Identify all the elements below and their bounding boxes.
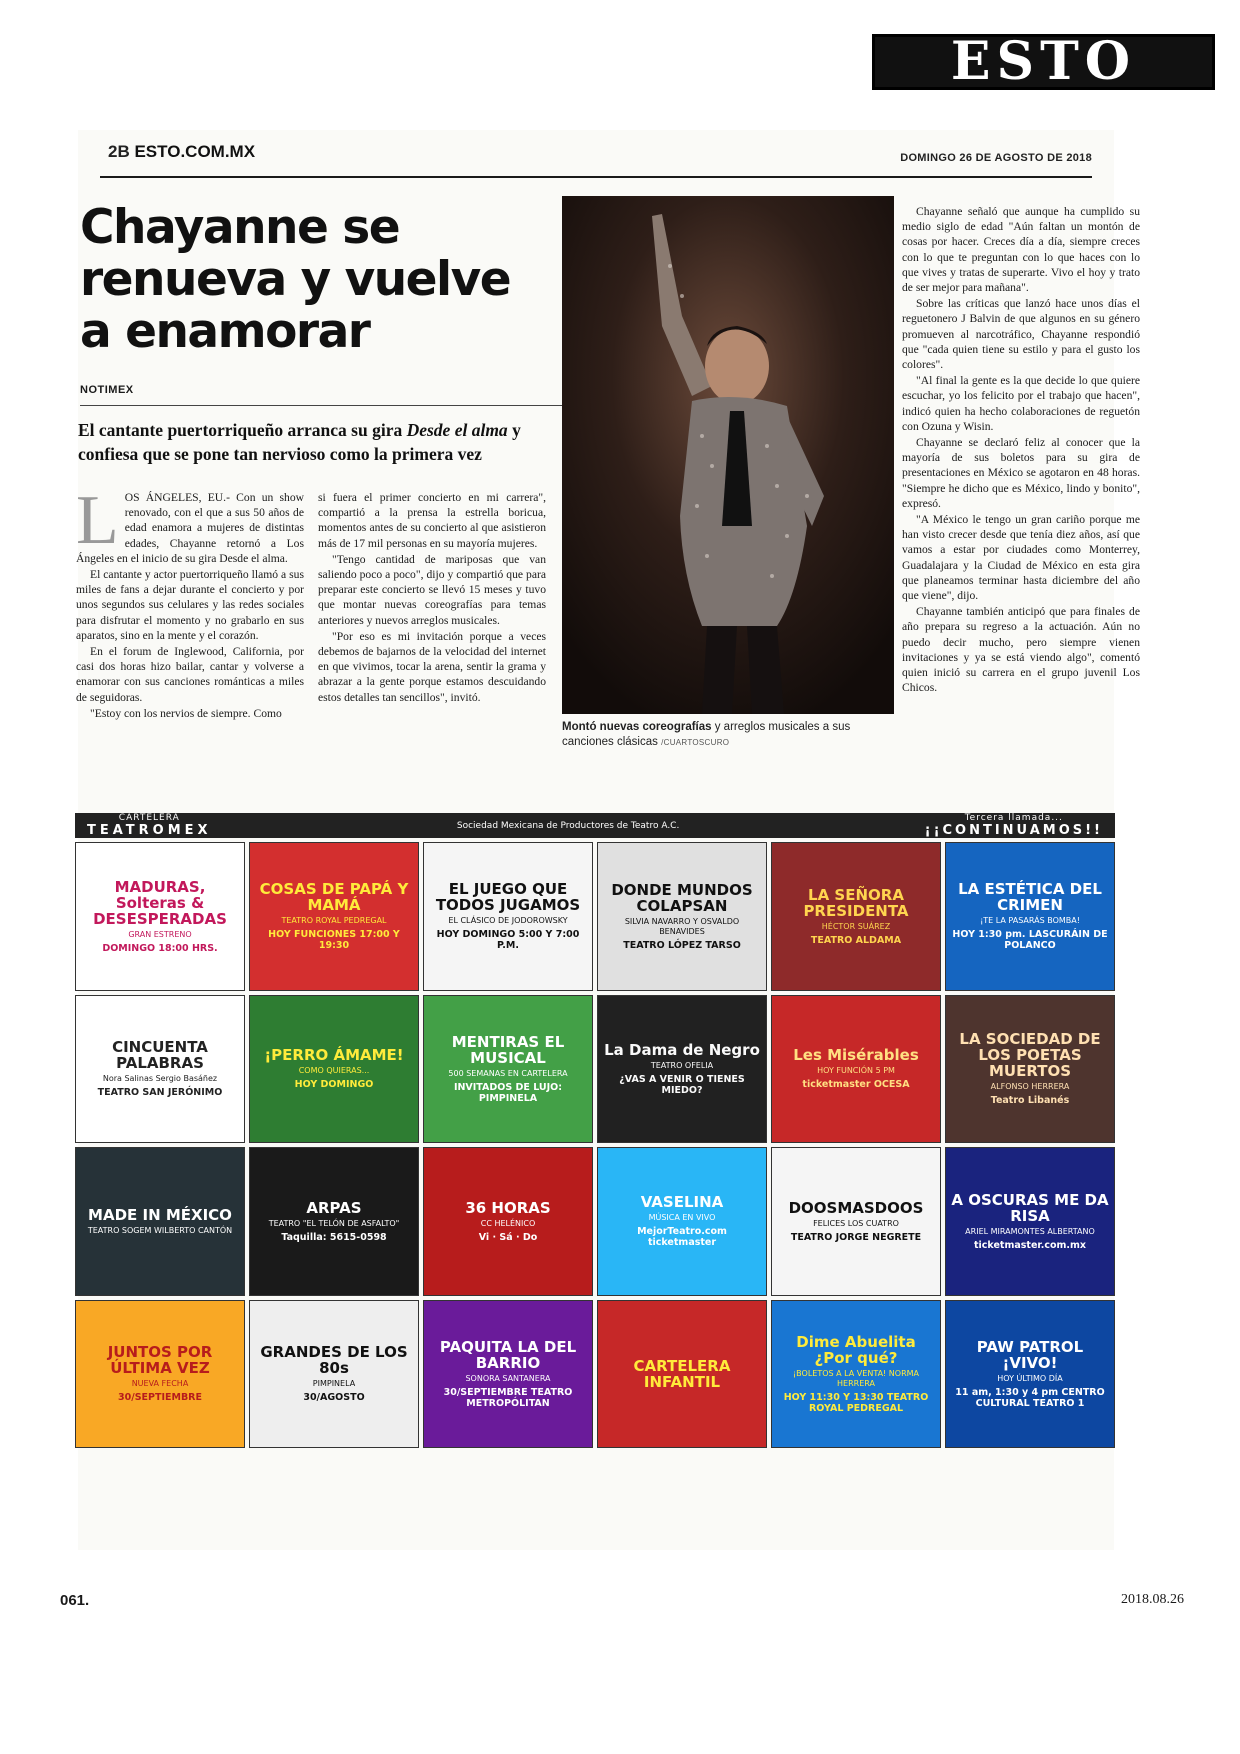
ad-details: Vi · Sá · Do	[478, 1231, 538, 1243]
paragraph: "A México le tengo un gran cariño porque me han visto crecer desde que tenía diez años, así que vamos a estar por ciudades como Monterrey, Guadalajara y la Ciudad de México en esta gira que planeamos terminar hasta diciembre del año que viene", dijo.	[902, 513, 1140, 603]
paragraph: Chayanne también anticipó que para finales de año prepara su regreso a la actuación. Aún no puedo decir mucho, pero siempre vienen invitaciones y ya se está viendo algo", comentó quien inició su carrera en el grupo juvenil Los Chicos.	[902, 605, 1140, 695]
ad-title: CINCUENTA PALABRAS	[112, 1038, 208, 1073]
theatre-ad	[423, 1300, 593, 1449]
ad-details: ¿VAS A VENIR O TIENES MIEDO?	[619, 1073, 745, 1096]
theatre-ad	[423, 842, 593, 991]
theatre-listings-banner	[75, 813, 1115, 838]
banner-cartelera: CARTELERA TEATROMEX	[87, 813, 212, 838]
ad-subtitle: SONORA SANTANERA	[465, 1373, 551, 1383]
theatre-ad	[423, 995, 593, 1144]
ad-subtitle: MÚSICA EN VIVO	[648, 1213, 716, 1223]
clipping-number: 061.	[60, 1592, 90, 1609]
theatre-ad	[945, 1147, 1115, 1296]
paragraph: Chayanne se declaró feliz al conocer que la mayoría de sus boletos para su gira de presentaciones en México se agotaron en 48 horas. "Siempre he dicho que es México, lindo y bonito", expresó.	[902, 436, 1140, 510]
paragraph: "Por eso es mi invitación porque a veces debemos de bajarnos de la velocidad del internet en que vivimos, tocar la arena, sentir la grama y abrazar a la gente porque estamos descuidando estos detalles tan sencillos", invitó.	[318, 629, 546, 704]
theatre-ad	[597, 1147, 767, 1296]
ad-subtitle: TEATRO OFELIA	[650, 1060, 714, 1070]
theatre-ad	[597, 1300, 767, 1449]
theatre-ads-grid	[75, 842, 1115, 1448]
ad-subtitle: NUEVA FECHA	[131, 1379, 189, 1389]
banner-tercera-llamada: Tercera llamada... ¡¡CONTINUAMOS!!	[924, 813, 1103, 838]
theatre-ad	[771, 1300, 941, 1449]
paragraph: si fuera el primer concierto en mi carrera", compartió a la prensa la estrella boricua, momentos antes de su concierto al que asistieron más de 17 mil personas en su mayoría mujeres.	[318, 491, 546, 550]
ad-title: Dime Abuelita ¿Por qué?	[796, 1332, 916, 1367]
newspaper-page	[76, 130, 1140, 1550]
article-headline: Chayanne se renueva y vuelve a enamorar	[80, 200, 511, 359]
ad-details: Taquilla: 5615-0598	[281, 1231, 387, 1243]
ad-subtitle: 500 SEMANAS EN CARTELERA	[448, 1068, 568, 1078]
ad-details: 30/AGOSTO	[303, 1392, 365, 1404]
ad-title: CARTELERA INFANTIL	[633, 1356, 731, 1391]
theatre-ad	[75, 1147, 245, 1296]
ad-title: LA SOCIEDAD DE LOS POETAS MUERTOS	[959, 1030, 1101, 1081]
ad-details: 30/SEPTIEMBRE	[118, 1392, 202, 1404]
ad-subtitle: CC HELÉNICO	[480, 1218, 536, 1228]
ad-details: 30/SEPTIEMBRE TEATRO METROPÓLITAN	[443, 1386, 573, 1409]
theatre-ad	[423, 1147, 593, 1296]
paragraph: "Estoy con los nervios de siempre. Como	[90, 706, 282, 720]
ad-subtitle: HÉCTOR SUÁREZ	[821, 921, 891, 931]
theatre-ad	[945, 1300, 1115, 1449]
ad-title: A OSCURAS ME DA RISA	[951, 1190, 1109, 1225]
ad-subtitle: TEATRO SOGEM WILBERTO CANTÓN	[87, 1225, 233, 1235]
ad-title: ¡PERRO ÁMAME!	[264, 1046, 404, 1065]
theatre-ad	[249, 1300, 419, 1449]
theatre-ad	[771, 842, 941, 991]
ad-title: PAW PATROL ¡VIVO!	[976, 1337, 1084, 1372]
ad-title: COSAS DE PAPÁ Y MAMÁ	[259, 880, 409, 915]
article-column-2	[318, 490, 546, 706]
paragraph: El cantante y actor puertorriqueño llamó a sus miles de fans a dejar durante el concierto y por unos segundos sus celulares y las redes sociales para disfrutar el momento y no grabarlo en sus aparatos, sino en la mente y el corazón.	[76, 568, 304, 642]
theatre-ad	[75, 842, 245, 991]
article-column-1	[76, 482, 304, 722]
ad-subtitle: ¡BOLETOS A LA VENTA! NORMA HERRERA	[792, 1368, 920, 1388]
ad-subtitle: TEATRO "EL TELÓN DE ASFALTO"	[268, 1218, 400, 1228]
ad-subtitle: EL CLÁSICO DE JODOROWSKY	[448, 916, 568, 926]
ad-title: DOOSMASDOOS	[788, 1198, 924, 1217]
ad-subtitle: GRAN ESTRENO	[128, 929, 192, 939]
ad-subtitle: COMO QUIERAS...	[298, 1066, 370, 1076]
ad-title: ARPAS	[306, 1198, 362, 1217]
ad-title: LA ESTÉTICA DEL CRIMEN	[958, 880, 1102, 915]
paragraph: OS ÁNGELES, EU.- Con un show renovado, con el que a sus 50 años de edad enamora a mujeres de distintas edades, Chayanne retornó a Los Ángeles en el inicio de su gira Desde el alma.	[76, 491, 304, 565]
theatre-ad	[249, 995, 419, 1144]
ad-details: HOY DOMINGO	[294, 1079, 374, 1091]
theatre-ad	[945, 842, 1115, 991]
header-rule	[100, 176, 1092, 178]
ad-subtitle: HOY ÚLTIMO DÍA	[997, 1373, 1063, 1383]
ad-subtitle: PIMPINELA	[312, 1379, 356, 1389]
theatre-ad	[249, 1147, 419, 1296]
ad-title: JUNTOS POR ÚLTIMA VEZ	[107, 1343, 213, 1378]
banner-society: Sociedad Mexicana de Productores de Teatro A.C.	[456, 820, 680, 831]
theatre-ad	[945, 995, 1115, 1144]
ad-subtitle: FELICES LOS CUATRO	[813, 1218, 899, 1228]
esto-logo: ESTO	[872, 34, 1215, 90]
ad-details: INVITADOS DE LUJO: PIMPINELA	[453, 1081, 563, 1104]
article-byline: NOTIMEX	[80, 384, 134, 396]
theatre-ad	[771, 995, 941, 1144]
ad-title: EL JUEGO QUE TODOS JUGAMOS	[435, 880, 581, 915]
theatre-ad	[597, 842, 767, 991]
ad-details: MejorTeatro.com ticketmaster	[637, 1226, 727, 1249]
clipping-date: 2018.08.26	[1121, 1592, 1184, 1607]
ad-subtitle: HOY FUNCIÓN 5 PM	[817, 1066, 895, 1076]
ad-subtitle: SILVIA NAVARRO Y OSVALDO BENAVIDES	[624, 916, 740, 936]
ad-title: PAQUITA LA DEL BARRIO	[439, 1337, 577, 1372]
paragraph: En el forum de Inglewood, California, por casi dos horas hizo bailar, cantar y volverse a enamorar con sus canciones románticas a miles de seguidoras.	[76, 645, 304, 704]
paragraph: "Al final la gente es la que decide lo que quiere escuchar, yo los felicito por el trabajo que hacen", indicó quien ha hecho colaboraciones de reguetón con Ozuna y Wisin.	[902, 374, 1140, 433]
chayanne-photo-illustration	[562, 196, 894, 714]
ad-details: 11 am, 1:30 y 4 pm CENTRO CULTURAL TEATRO 1	[955, 1386, 1105, 1409]
theatre-ad	[249, 842, 419, 991]
ad-title: La Dama de Negro	[604, 1040, 760, 1059]
ad-title: 36 HORAS	[465, 1198, 551, 1217]
drop-cap: L	[76, 482, 119, 559]
theatre-ad	[597, 995, 767, 1144]
ad-details: HOY DOMINGO 5:00 Y 7:00 P.M.	[436, 929, 580, 952]
theatre-ad	[75, 995, 245, 1144]
paragraph: Chayanne señaló que aunque ha cumplido su medio siglo de edad "Aún faltan un montón de cosas por hacer. Creces día a día, siempre creces con lo que te preguntan con lo que haces con lo que vives y tratas de superarte. Vivo el hoy y trato de ser mejor para mañana".	[902, 205, 1140, 295]
paragraph: "Tengo cantidad de mariposas que van saliendo poco a poco", dijo y compartió que para preparar este concierto se llevó 15 meses y tuvo que montar nuevas coreografías para temas anteriores y nuevos arreglos musicales.	[318, 552, 546, 627]
page-header-left	[108, 142, 255, 162]
ad-details: TEATRO LÓPEZ TARSO	[623, 939, 741, 951]
article-deck: El cantante puertorriqueño arranca su gira Desde el alma y confiesa que se pone tan nervioso como la primera vez	[78, 420, 521, 464]
article-column-3	[902, 204, 1140, 697]
theatre-ad	[771, 1147, 941, 1296]
ad-details: TEATRO SAN JERÓNIMO	[97, 1087, 223, 1099]
theatre-ad	[75, 1300, 245, 1449]
site-name: ESTO.COM.MX	[134, 142, 256, 161]
page-number: 2B	[108, 142, 130, 161]
ad-details: HOY 11:30 Y 13:30 TEATRO ROYAL PEDREGAL	[783, 1391, 929, 1414]
byline-rule	[80, 405, 565, 406]
ad-subtitle: ¡TE LA PASARÁS BOMBA!	[980, 916, 1080, 926]
photo-credit: /CUARTOSCURO	[661, 738, 730, 747]
ad-title: GRANDES DE LOS 80s	[260, 1343, 408, 1378]
ad-subtitle: ALFONSO HERRERA	[990, 1082, 1070, 1092]
ad-title: LA SEÑORA PRESIDENTA	[803, 885, 909, 920]
ad-subtitle: Nora Salinas Sergio Basáñez	[102, 1074, 218, 1084]
page-date: DOMINGO 26 DE AGOSTO DE 2018	[900, 152, 1092, 164]
ad-title: VASELINA	[640, 1193, 724, 1212]
ad-details: ticketmaster.com.mx	[973, 1239, 1087, 1251]
ad-title: MADURAS, Solteras & DESESPERADAS	[93, 877, 227, 928]
ad-details: HOY FUNCIONES 17:00 Y 19:30	[268, 929, 400, 952]
paragraph: Sobre las críticas que lanzó hace unos días el reguetonero J Balvin de que algunos en su género promueven al narcotráfico, Chayanne respondió que "cada quien tiene su estilo y para el gusto los colores".	[902, 297, 1140, 372]
ad-details: ticketmaster OCESA	[802, 1079, 910, 1091]
ad-details: TEATRO ALDAMA	[810, 934, 902, 946]
concert-photo	[562, 196, 894, 714]
ad-details: HOY 1:30 pm. LASCURÁIN DE POLANCO	[952, 929, 1108, 952]
ad-title: DONDE MUNDOS COLAPSAN	[611, 880, 753, 915]
ad-title: MADE IN MÉXICO	[88, 1205, 232, 1224]
ad-details: DOMINGO 18:00 HRS.	[102, 942, 218, 954]
ad-subtitle: TEATRO ROYAL PEDREGAL	[281, 916, 387, 926]
ad-title: Les Misérables	[793, 1046, 919, 1065]
ad-details: Teatro Libanés	[990, 1095, 1070, 1107]
ad-subtitle: ARIEL MIRAMONTES ALBERTANO	[965, 1226, 1095, 1236]
ad-title: MENTIRAS EL MUSICAL	[451, 1032, 565, 1067]
ad-details: TEATRO JORGE NEGRETE	[790, 1231, 922, 1243]
photo-caption: Montó nuevas coreografías y arreglos musicales a sus canciones clásicas /CUARTOSCURO	[562, 721, 851, 748]
